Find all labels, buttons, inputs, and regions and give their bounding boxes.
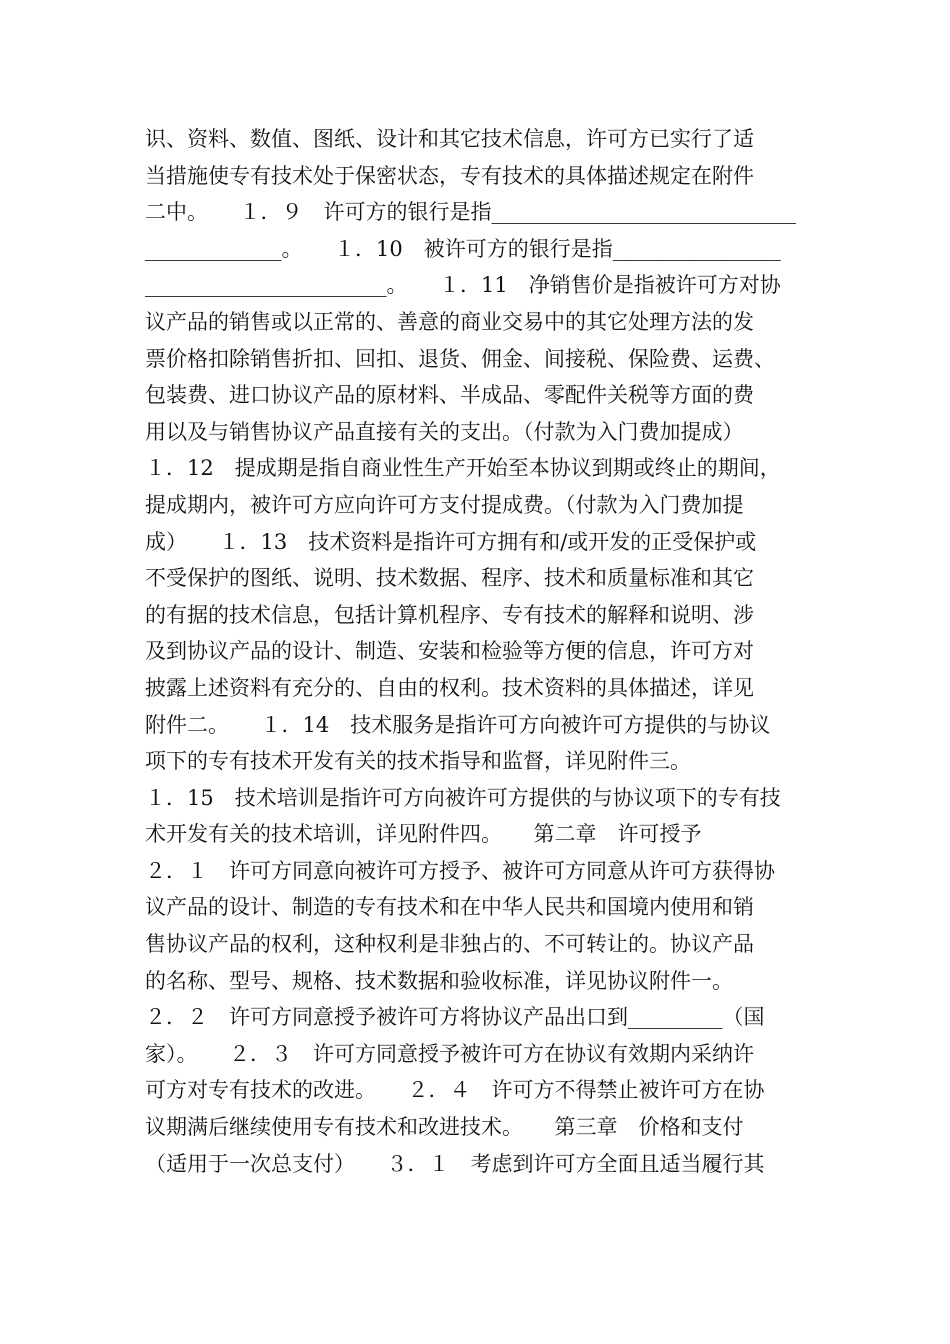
- text-line: _____________。 １．10 被许可方的银行是指________________: [145, 236, 781, 261]
- contract-text-block: [145, 121, 815, 1182]
- text-line: （适用于一次总支付） ３．１ 考虑到许可方全面且适当履行其: [145, 1151, 765, 1176]
- text-line: 包装费、进口协议产品的原材料、半成品、零配件关税等方面的费: [145, 383, 754, 408]
- text-line: 提成期内，被许可方应向许可方支付提成费。（付款为入门费加提: [145, 492, 744, 517]
- text-line: １．12 提成期是指自商业性生产开始至本协议到期或终止的期间，: [145, 456, 781, 481]
- text-line: 附件二。 １．14 技术服务是指许可方向被许可方提供的与协议: [145, 712, 771, 737]
- text-line: 项下的专有技术开发有关的技术指导和监督，详见附件三。: [145, 749, 691, 774]
- text-line: １．15 技术培训是指许可方向被许可方提供的与协议项下的专有技: [145, 785, 781, 810]
- text-line: 票价格扣除销售折扣、回扣、退货、佣金、间接税、保险费、运费、: [145, 346, 775, 371]
- text-line: 识、资料、数值、图纸、设计和其它技术信息，许可方已实行了适: [145, 127, 754, 151]
- text-line: 售协议产品的权利，这种权利是非独占的、不可转让的。协议产品: [145, 932, 754, 957]
- text-line: 当措施使专有技术处于保密状态，专有技术的具体描述规定在附件: [145, 163, 754, 188]
- text-line: 议产品的设计、制造的专有技术和在中华人民共和国境内使用和销: [145, 895, 754, 920]
- text-line: 的有据的技术信息，包括计算机程序、专有技术的解释和说明、涉: [145, 602, 754, 627]
- text-line: 及到协议产品的设计、制造、安装和检验等方便的信息，许可方对: [145, 639, 754, 664]
- text-line: ２．２ 许可方同意授予被许可方将协议产品出口到_________（国: [145, 1005, 765, 1030]
- text-line: ２．１ 许可方同意向被许可方授予、被许可方同意从许可方获得协: [145, 858, 775, 883]
- text-line: 的名称、型号、规格、技术数据和验收标准，详见协议附件一。: [145, 968, 733, 993]
- text-line: _______________________。 １．11 净销售价是指被许可方对协: [145, 273, 781, 298]
- text-line: 披露上述资料有充分的、自由的权利。技术资料的具体描述，详见: [145, 675, 754, 700]
- text-line: 用以及与销售协议产品直接有关的支出。（付款为入门费加提成）: [145, 419, 744, 444]
- text-line: 议产品的销售或以正常的、善意的商业交易中的其它处理方法的发: [145, 309, 754, 334]
- text-line: 议期满后继续使用专有技术和改进技术。 第三章 价格和支付: [145, 1115, 744, 1140]
- text-line: 二中。 １．９ 许可方的银行是指_____________________________: [145, 200, 796, 225]
- text-line: 家）。 ２．３ 许可方同意授予被许可方在协议有效期内采纳许: [145, 1041, 754, 1066]
- text-line: 成） １．13 技术资料是指许可方拥有和/或开发的正受保护或: [145, 529, 757, 554]
- text-line: 可方对专有技术的改进。 ２．４ 许可方不得禁止被许可方在协: [145, 1078, 765, 1103]
- text-line: 不受保护的图纸、说明、技术数据、程序、技术和质量标准和其它: [145, 566, 754, 591]
- text-line: 术开发有关的技术培训，详见附件四。 第二章 许可授予: [145, 822, 702, 847]
